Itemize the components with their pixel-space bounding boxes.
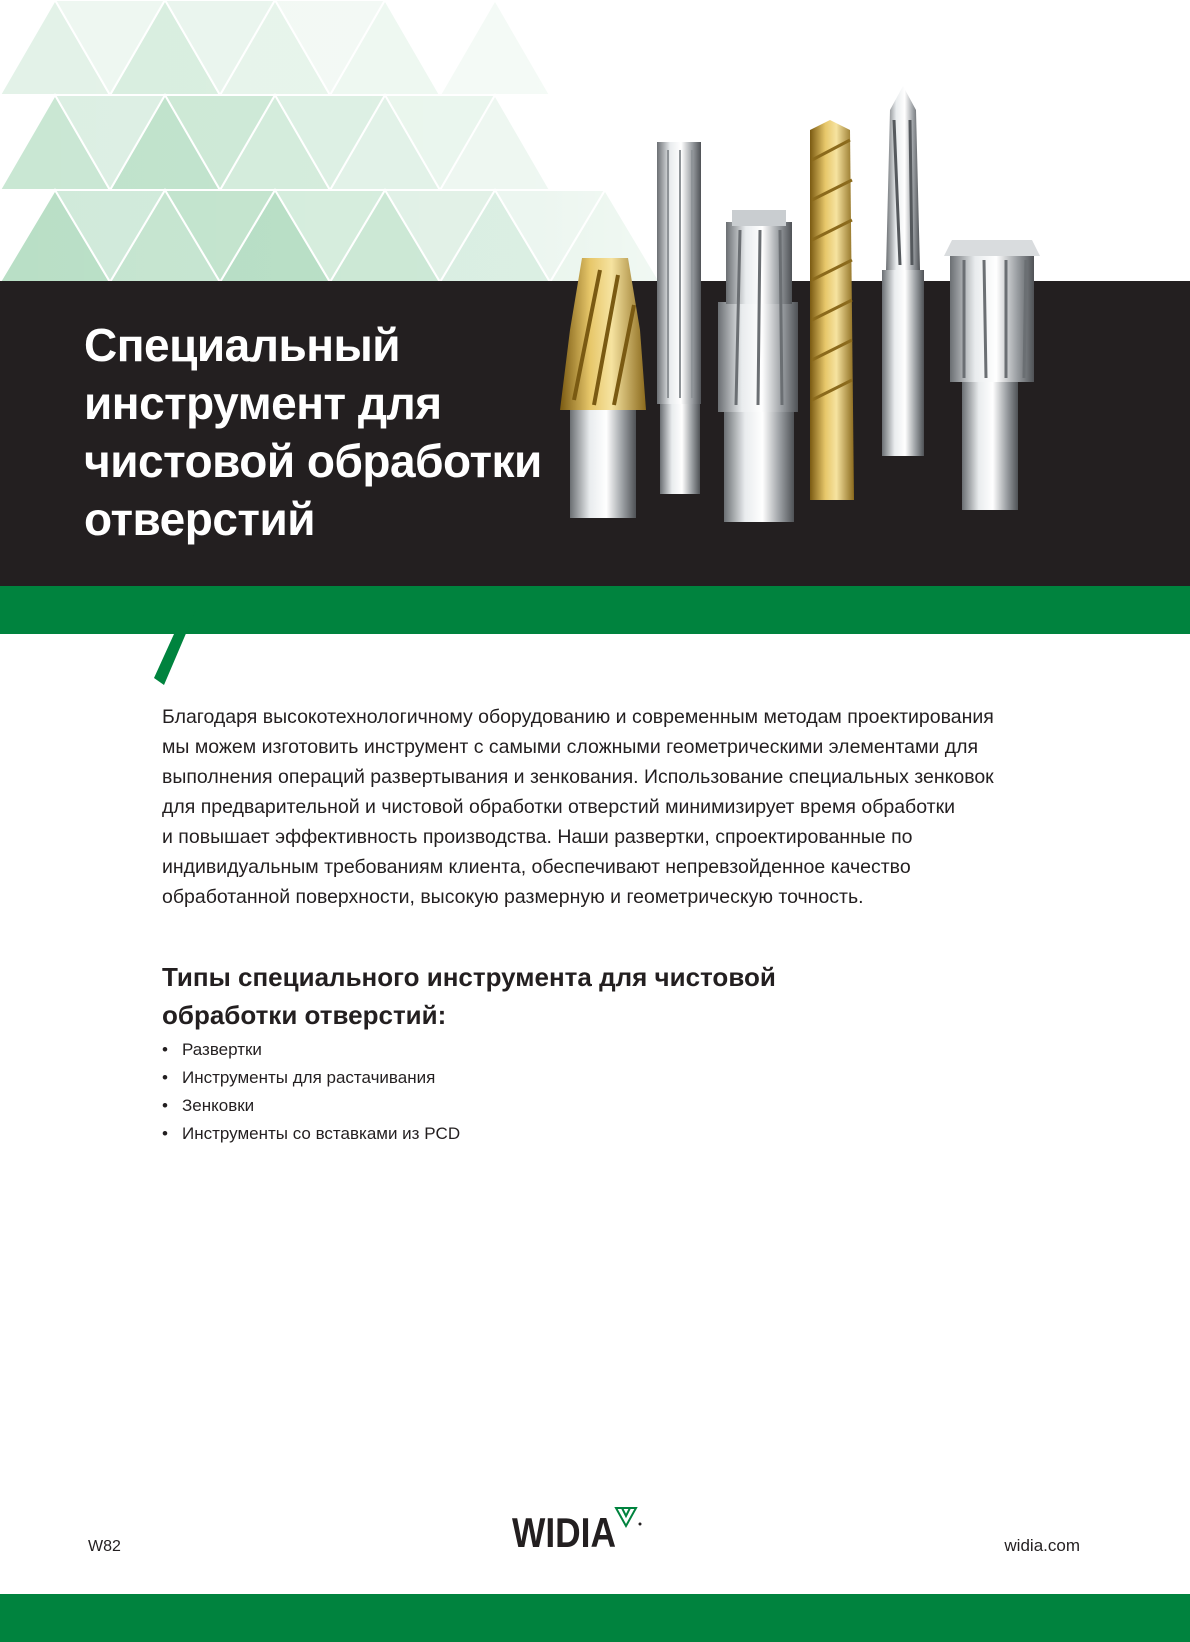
types-list [162,1036,460,1148]
logo-text: WIDIA [512,1509,616,1552]
bullet: • [162,1096,168,1115]
list-item [162,1064,460,1092]
list-item-label: Инструменты для растачивания [182,1068,436,1087]
intro-line: обработанной поверхности, высокую размерную и геометрическую точность. [162,886,864,908]
list-item-label: Развертки [182,1040,262,1059]
title-line: инструмент для [84,377,442,429]
cutting-tool-icon [882,86,924,456]
bullet: • [162,1068,168,1087]
intro-line: выполнения операций развертывания и зенкования. Использование специальных зенковок [162,766,994,788]
cutting-tool-icon [944,240,1040,510]
intro-line: мы можем изготовить инструмент с самыми сложными геометрическими элементами для [162,736,979,758]
cutting-tool-icon [560,258,646,518]
cutting-tool-icon [718,210,798,522]
heading-line: обработки отверстий: [162,1000,447,1030]
website-link[interactable]: widia.com [1004,1536,1080,1555]
cutting-tool-icon [810,120,854,500]
intro-line: для предварительной и чистовой обработки отверстий минимизирует время обработки [162,796,955,818]
intro-paragraph [162,702,1062,912]
bullet: • [162,1040,168,1059]
footer-band [0,1594,1190,1642]
list-item [162,1092,460,1120]
list-item-label: Зенковки [182,1096,255,1115]
title-line: чистовой обработки [84,435,542,487]
tools-photo [560,80,1100,550]
heading-line: Типы специального инструмента для чистовой [162,962,776,992]
cutting-tool-icon [657,142,701,494]
page-number: W82 [88,1538,121,1555]
widia-logo-icon [512,1504,662,1552]
notch-shape [126,610,196,685]
list-item [162,1120,460,1148]
page-title [84,316,584,548]
title-line: Специальный [84,319,401,371]
intro-line: и повышает эффективность производства. Наши развертки, спроектированные по [162,826,913,848]
intro-line: индивидуальным требованиям клиента, обеспечивают непревзойденное качество [162,856,911,878]
intro-line: Благодаря высокотехнологичному оборудованию и современным методам проектирования [162,706,994,728]
list-item [162,1036,460,1064]
bullet: • [162,1124,168,1143]
list-item-label: Инструменты со вставками из PCD [182,1124,461,1143]
title-line: отверстий [84,493,316,545]
section-heading [162,958,862,1034]
